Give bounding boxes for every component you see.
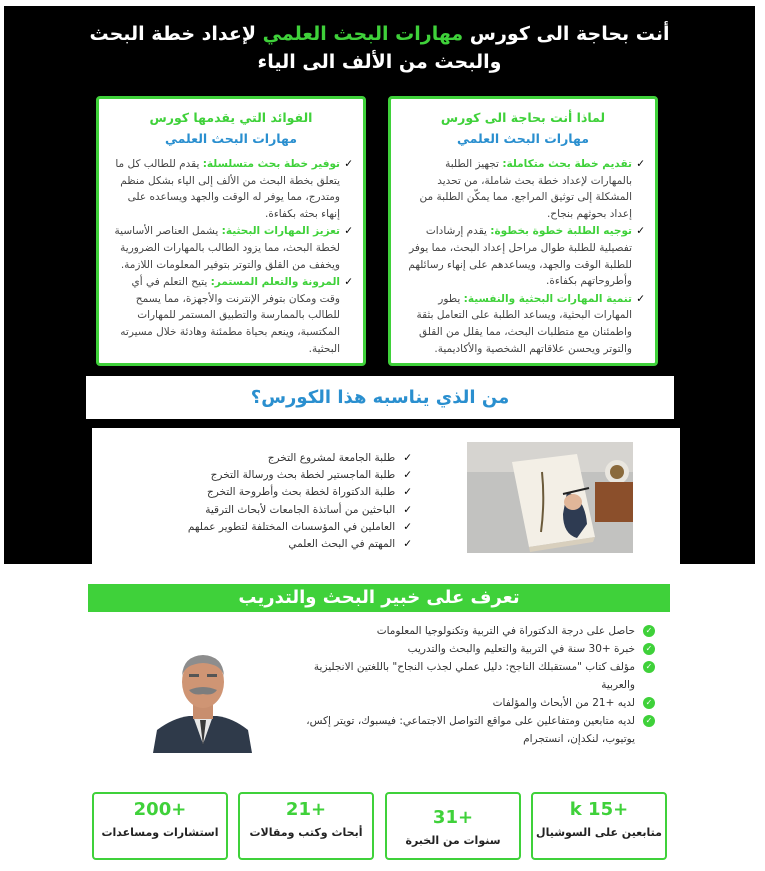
check-circle-icon: ✓ [643, 661, 655, 673]
list-item: ✓ لديه متابعين ومتفاعلين على مواقع التواصل الاجتماعي: فيسبوك، تويتر إكس، يوتيوب، لنكدإن، انستجرام [295, 712, 655, 748]
list-item: ✓المهتم في البحث العلمي [288, 538, 412, 551]
expert-portrait [153, 646, 252, 753]
who-list [188, 450, 412, 553]
list-item: ✓الباحثين من أساتذة الجامعات لأبحاث الترقية [205, 503, 412, 516]
checkmark-icon: ✓ [403, 503, 412, 516]
list-item: ✓ المرونة والتعلم المستمر: يتيح التعلم في أي وقت ومكان بتوفر الإنترنت والأجهزة، مما يسمح للطالب بالممارسة والتطبيق المستمر للمهارات المكتسبة، وينعم بحياة مطمئنة وهادئة خلال مسيرته البحثية. [120, 276, 353, 355]
expert-title-bar: تعرف على خبير البحث والتدريب [88, 584, 670, 612]
list-item: ✓ خبرة +30 سنة في التربية والتعليم والبحث والتدريب [295, 640, 655, 658]
list-item: ✓ حاصل على درجة الدكتوراة في التربية وتكنولوجيا المعلومات [295, 622, 655, 640]
hero-title-line2: والبحث من الألف الى الياء [257, 51, 502, 73]
stat-value: +200 [133, 799, 187, 820]
benefits-card-title: الفوائد التي يقدمها كورس مهارات البحث العلمي [149, 110, 313, 146]
check-circle-icon: ✓ [643, 643, 655, 655]
benefits-card [96, 96, 366, 366]
list-item: ✓ تقديم خطة بحث متكاملة: تجهيز الطلبة بالمهارات لإعداد خطة بحث شاملة، من تحديد المشكلة إلى توثيق المراجع. مما يمكّن الطلبة من إعداد بحوثهم بنجاح. [419, 158, 645, 220]
stat-value: +21 [285, 799, 327, 820]
checkmark-icon: ✓ [344, 225, 353, 238]
hero-title-part1: أنت بحاجة الى كورس [463, 23, 670, 45]
writing-notebook-image [467, 442, 633, 553]
list-item: ✓طلبة الماجستير لخطة بحث ورسالة التخرج [210, 469, 412, 482]
stat-consultations [92, 792, 228, 860]
list-item: ✓طلبة الدكتوراة لخطة بحث وأطروحة التخرج [206, 486, 412, 499]
checkmark-icon: ✓ [403, 469, 412, 482]
checkmark-icon: ✓ [636, 292, 645, 305]
expert-portrait-illustration [153, 646, 252, 753]
checkmark-icon: ✓ [403, 452, 412, 464]
checkmark-icon: ✓ [403, 486, 412, 499]
checkmark-icon: ✓ [344, 158, 353, 170]
list-item: ✓ تنمية المهارات البحثية والنفسية: يطور المهارات البحثية، ويساعد الطلبة على التعامل بثقة واطمئنان مع متطلبات البحث، مما يقلل من القلق والتوتر ويحسن علاقاتهم الشخصية والأكاديمية. [416, 292, 645, 355]
check-circle-icon: ✓ [643, 697, 655, 709]
stat-publications [238, 792, 374, 860]
checkmark-icon: ✓ [344, 276, 353, 289]
list-item: ✓ مؤلف كتاب "مستقبلك الناجح: دليل عملي لجذب النجاح" باللغتين الانجليزية والعربية [295, 658, 655, 694]
stat-label: متابعين على السوشيال [536, 826, 662, 839]
who-box [92, 428, 680, 564]
list-item: ✓العاملين في المؤسسات المختلفة لتطوير عملهم [187, 520, 412, 533]
check-circle-icon: ✓ [643, 625, 655, 637]
list-item: ✓ تعزيز المهارات البحثية: يشمل العناصر الأساسية لخطة البحث، مما يزود الطالب بالمهارات الضرورية ويخفف من القلق والتوتر بتوفير المعلومات اللازمة. [114, 225, 353, 271]
checkmark-icon: ✓ [403, 538, 412, 551]
stat-value: +15 k [569, 799, 629, 820]
expert-credentials-list [295, 622, 655, 748]
checkmark-icon: ✓ [636, 158, 645, 170]
stat-followers [531, 792, 667, 860]
writing-notebook-illustration [467, 442, 633, 553]
list-item: ✓ لديه +21 من الأبحاث والمؤلفات [295, 694, 655, 712]
checkmark-icon: ✓ [403, 520, 412, 533]
stat-label: أبحاث وكتب ومقالات [249, 826, 363, 839]
why-card-title: لماذا أنت بحاجة الى كورس مهارات البحث العلمي [440, 110, 606, 146]
hero-title [24, 20, 735, 76]
stat-label: استشارات ومساعدات [101, 826, 219, 839]
list-item: ✓طلبة الجامعة لمشروع التخرج [267, 452, 412, 464]
why-card-list [401, 156, 645, 357]
hero-title-part2: لإعداد خطة البحث [89, 23, 263, 45]
check-circle-icon: ✓ [643, 715, 655, 727]
checkmark-icon: ✓ [636, 225, 645, 238]
hero-section [4, 6, 755, 564]
hero-title-highlight: مهارات البحث العلمي [262, 23, 464, 45]
list-item: ✓ توجيه الطلبة خطوة بخطوة: يقدم إرشادات تفصيلية للطلبة طوال مراحل إعداد البحث، مما يوفر للطلبة الوقت والجهد، ويساعدهم على إنهاء رسائلهم وأطروحاتهم بكفاءة. [408, 225, 645, 288]
stat-value: +31 [432, 807, 474, 828]
stat-label: سنوات من الخبرة [405, 834, 501, 847]
list-item: ✓ توفير خطة بحث متسلسلة: يقدم للطالب كل ما يتعلق بخطة البحث من الألف إلى الياء بشكل منظم ومتدرج، مما يوفر له الوقت والجهد ويساعده على إنهاء بحثه بكفاءة. [115, 158, 353, 220]
stat-experience [385, 792, 521, 860]
who-title-bar: من الذي يناسبه هذا الكورس؟ [86, 376, 674, 419]
why-card [388, 96, 658, 366]
benefits-card-list [109, 156, 353, 357]
